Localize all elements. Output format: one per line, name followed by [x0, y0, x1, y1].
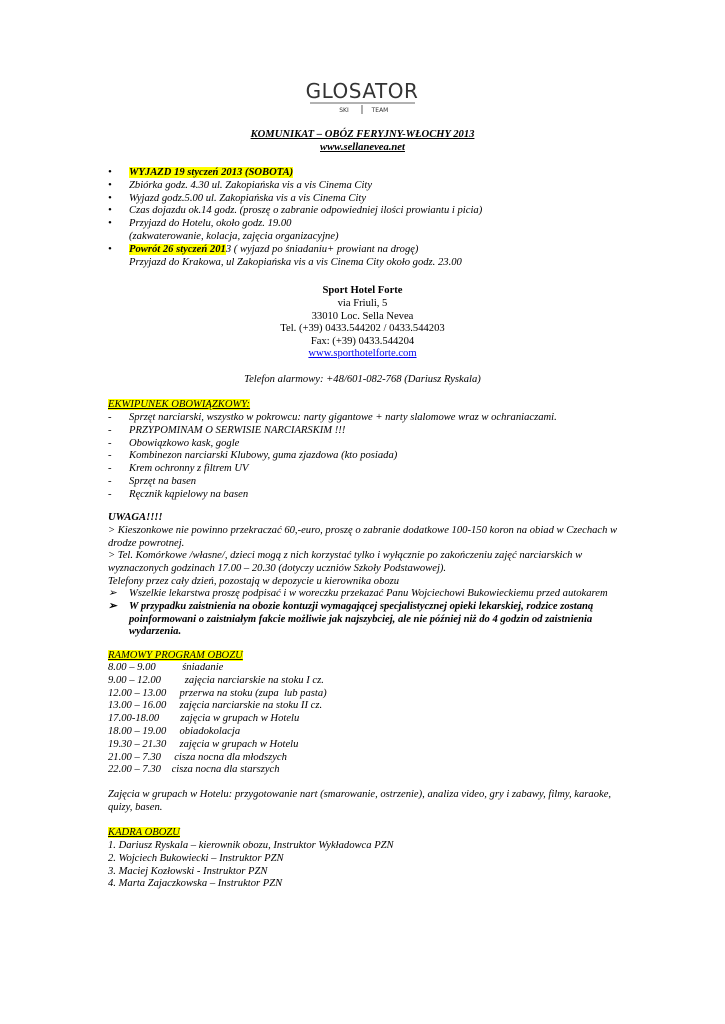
- arrival-note: (zakwaterowanie, kolacja, zajęcia organizacyjne): [129, 230, 339, 242]
- list-item: - PRZYPOMINAM O SERWISIE NARCIARSKIM !!!: [108, 424, 346, 436]
- hotel-street: via Friuli, 5: [337, 298, 388, 309]
- list-item: - Krem ochronny z filtrem UV: [108, 463, 249, 475]
- program-row: 21.00 – 7.30 cisza nocna dla młodszych: [108, 751, 287, 763]
- warning-medicine: ➢ Wszelkie lekarstwa proszę podpisać i w woreczku przekazać Panu Wojciechowi Bukowieckiemu przed autokarem: [108, 588, 608, 599]
- list-item: - Sprzęt na basen: [108, 475, 197, 487]
- warning-phones: > Tel. Komórkowe /własne/, dzieci mogą z nich korzystać tylko i wyłącznie po zakończeniu zajęć narciarskich w wyznaczonych godzinach 17.00 – 20.30 (dotyczy uczniów Szkoły Podstawowej).: [108, 550, 583, 574]
- document-website[interactable]: www.sellanevea.net: [320, 142, 405, 153]
- program-note: Zajęcia w grupach w Hotelu: przygotowanie nart (smarowanie, ostrzenie), analiza video, gry i zabawy, filmy, karaoke, quizy, basen.: [108, 789, 612, 813]
- staff-heading: KADRA OBOZU: [108, 827, 180, 838]
- program-row: 12.00 – 13.00 przerwa na stoku (zupa lub pasta): [108, 687, 327, 699]
- list-item: - Obowiązkowo kask, gogle: [108, 437, 240, 449]
- program-list: [108, 662, 327, 777]
- equipment-list: [108, 412, 688, 502]
- program-row: 18.00 – 19.00 obiadokolacja: [108, 725, 241, 737]
- program-row: 22.00 – 7.30 cisza nocna dla starszych: [108, 764, 280, 776]
- logo-sub-right: TEAM: [371, 107, 389, 114]
- warning-pocket-money: > Kieszonkowe nie powinno przekraczać 60,-euro, proszę o zabranie dodatkowe 100-150 koron na obiad w Czechach w drodze powrotnej.: [108, 525, 618, 549]
- program-row: 13.00 – 16.00 zajęcia narciarskie na stoku II cz.: [108, 700, 323, 712]
- document-title: KOMUNIKAT – OBÓZ FERYJNY-WŁOCHY 2013: [250, 129, 475, 140]
- list-item: 1. Dariusz Ryskala – kierownik obozu, Instruktor Wykładowca PZN: [108, 840, 394, 851]
- program-row: 17.00-18.00 zajęcia w grupach w Hotelu: [108, 713, 300, 725]
- hotel-fax: Fax: (+39) 0433.544204: [310, 336, 415, 347]
- warning-heading: UWAGA!!!!: [108, 512, 163, 523]
- list-item: 2. Wojciech Bukowiecki – Instruktor PZN: [108, 852, 284, 864]
- warning-injury: ➢ W przypadku zaistnienia na obozie kontuzji wymagającej specjalistycznej opieki lekarskiej, rodzice zostaną poinformowani o zaistniałym fakcie możliwie jak najszybciej, ale nie później niż do 4 godzin od zaistnienia wydarzenia.: [108, 600, 594, 638]
- list-item: - Sprzęt narciarski, wszystko w pokrowcu: narty gigantowe + narty slalomowe wraz w ochraniaczami.: [108, 412, 557, 423]
- list-item: 4. Marta Zajaczkowska – Instruktor PZN: [108, 878, 283, 890]
- list-item: - Ręcznik kąpielowy na basen: [108, 488, 249, 500]
- staff-list: [108, 840, 394, 891]
- logo-sub-left: SKI: [339, 107, 349, 114]
- return-note: Przyjazd do Krakowa, ul Zakopiańska vis a vis Cinema City około godz. 23.00: [129, 256, 462, 268]
- program-heading: RAMOWY PROGRAM OBOZU: [108, 650, 243, 661]
- list-item: • Przyjazd do Hotelu, około godz. 19.00: [108, 218, 292, 230]
- hotel-name: Sport Hotel Forte: [322, 285, 403, 296]
- departure-date: WYJAZD 19 styczeń 2013 (SOBOTA): [129, 167, 294, 178]
- list-item: 3. Maciej Kozłowski - Instruktor PZN: [108, 865, 268, 877]
- hotel-website-link[interactable]: www.sporthotelforte.com: [308, 348, 417, 359]
- arrow-icon: ➢: [108, 588, 117, 599]
- list-item: - Kombinezon narciarski Klubowy, guma zjazdowa (kto posiada): [108, 450, 398, 462]
- warning-phones-deposit: Telefony przez cały dzień, pozostają w depozycie u kierownika obozu: [108, 576, 400, 587]
- list-item: • Wyjazd godz.5.00 ul. Zakopiańska vis a vis Cinema City: [108, 192, 367, 204]
- list-item: • Czas dojazdu ok.14 godz. (proszę o zabranie odpowiedniej ilości prowiantu i picia): [108, 205, 483, 217]
- list-item: • WYJAZD 19 styczeń 2013 (SOBOTA): [108, 167, 294, 178]
- alarm-phone: Telefon alarmowy: +48/601-082-768 (Dariusz Ryskala): [244, 374, 481, 385]
- list-item: • Powrót 26 styczeń 2013 ( wyjazd po śniadaniu+ prowiant na drogę): [108, 243, 419, 255]
- program-row: 9.00 – 12.00 zajęcia narciarskie na stoku I cz.: [108, 674, 324, 686]
- hotel-tel: Tel. (+39) 0433.544202 / 0433.544203: [280, 323, 445, 334]
- hotel-city: 33010 Loc. Sella Nevea: [311, 311, 414, 322]
- glosator-logo: [300, 70, 425, 122]
- logo-main-text: GLOSATOR: [305, 79, 419, 103]
- return-date: Powrót 26 styczeń 201: [129, 243, 226, 255]
- schedule-list: [108, 167, 668, 269]
- program-row: 19.30 – 21.30 zajęcia w grupach w Hotelu: [108, 738, 299, 750]
- equipment-heading: EKWIPUNEK OBOWIĄZKOWY:: [108, 399, 251, 410]
- list-item: • Zbiórka godz. 4.30 ul. Zakopiańska vis a vis Cinema City: [108, 179, 373, 191]
- program-row: 8.00 – 9.00 śniadanie: [108, 662, 224, 673]
- arrow-icon: ➢: [108, 600, 117, 612]
